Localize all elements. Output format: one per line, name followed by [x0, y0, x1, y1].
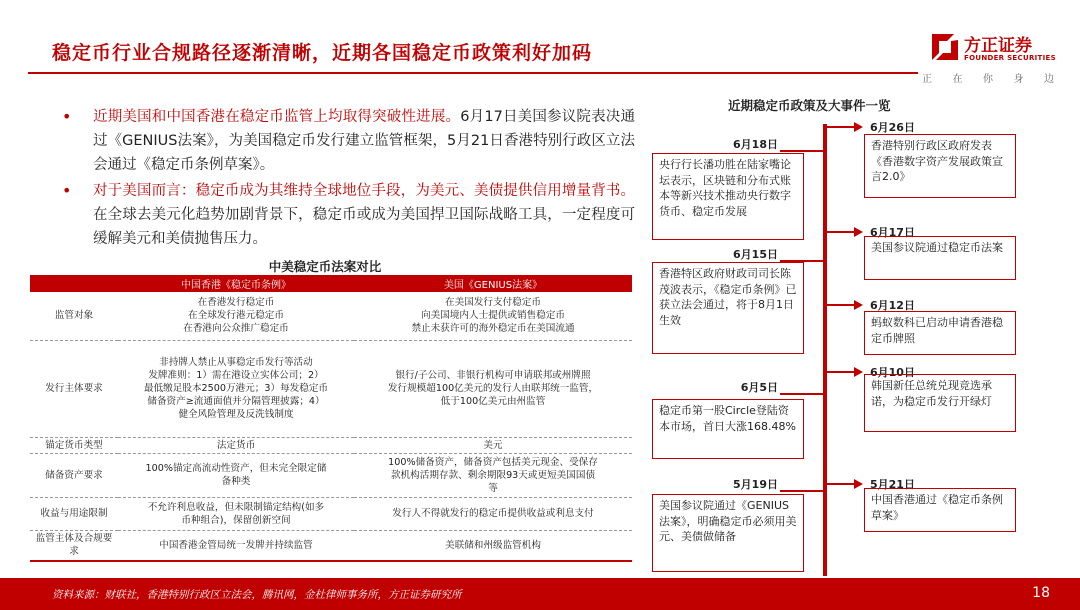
key-points: [60, 105, 635, 251]
cell-line: 银行/子公司、非银行机构可申请联邦或州牌照: [395, 370, 591, 381]
table-row: [30, 497, 632, 530]
table-row: [30, 292, 632, 340]
bullet-highlight: 对于美国而言：稳定币成为其维持全球地位手段，为美元、美债提供信用增量背书。: [93, 183, 635, 199]
cell-line: 等: [488, 482, 498, 494]
event-text: 稳定币第一股Circle登陆资本市场，首日大涨168.48%: [659, 404, 796, 433]
arrow-right-icon: [854, 367, 863, 377]
event-text: 中国香港通过《稳定币条例草案》: [871, 493, 1003, 522]
cell-line: 向美国境内人士提供或销售稳定币: [421, 310, 565, 322]
timeline-connector: [825, 126, 855, 128]
us-cell: [354, 437, 632, 453]
timeline-connector: [780, 490, 825, 492]
slogan-char: 在: [952, 74, 963, 85]
hk-cell: [118, 292, 354, 340]
cell-line: 美元: [483, 439, 503, 451]
event-date: 6月26日: [870, 121, 915, 134]
cell-line: 款机构活期存款、剩余期限93天或更短美国国债: [390, 469, 596, 481]
event-text: 美国参议院通过《GENIUS法案》，明确稳定币必须用美元、美债做储备: [659, 499, 797, 543]
event-text: 韩国新任总统兑现竞选承诺，为稳定币发行开绿灯: [871, 379, 992, 408]
row-label: 监管主体及合规要求: [30, 530, 118, 561]
timeline-title: 近期稳定币政策及大事件一览: [728, 98, 891, 113]
event-box: [864, 374, 1016, 432]
slogan-char: 正: [922, 74, 932, 85]
bullet-text: 6月17日美国参议院表决通过《GENIUS法案》，为美国稳定币发行建立监管框架，5月21日香港特别行政区立法会通过《稳定币条例草案》。: [93, 109, 635, 173]
table-row: [30, 530, 632, 561]
bullet-point: [60, 179, 635, 251]
event-text: 蚂蚁数科已启动申请香港稳定币牌照: [871, 316, 1003, 345]
comparison-table: [30, 275, 632, 562]
event-date: 6月18日: [733, 138, 778, 151]
us-cell: [354, 497, 632, 530]
timeline-connector: [780, 150, 825, 152]
event-box: [652, 153, 804, 240]
logo-name: 方正证券: [964, 36, 1032, 56]
event-date: 6月10日: [870, 366, 915, 379]
timeline-connector: [825, 231, 855, 233]
event-date: 6月12日: [870, 299, 915, 312]
event-box: [864, 488, 1016, 532]
source-note: 资料来源：财联社，香港特别行政区立法会，腾讯网，金杜律师事务所，方正证券研究所: [52, 589, 462, 601]
bullet-text: 在全球去美元化趋势加剧背景下，稳定币或成为美国捍卫国际战略工具，一定程度可缓解美元和美债抛售压力。: [93, 207, 635, 247]
logo-english-name: FOUNDER SECURITIES: [964, 54, 1056, 62]
timeline-connector: [825, 371, 855, 373]
cell-line: 发行人不得就发行的稳定币提供收益或利息支付: [392, 508, 594, 519]
cell-line: 非持牌人禁止从事稳定币发行等活动: [159, 357, 313, 368]
arrow-right-icon: [854, 300, 863, 310]
table-body: [30, 292, 632, 561]
arrow-right-icon: [854, 227, 863, 237]
event-text: 美国参议院通过稳定币法案: [871, 241, 1003, 254]
timeline-connector: [825, 483, 855, 485]
column-header: 美国《GENIUS法案》: [354, 275, 632, 292]
page-title: 稳定币行业合规路径逐渐清晰，近期各国稳定币政策利好加码: [52, 42, 593, 64]
cell-line: 不允许利息收益，但未限制锚定结构(如多: [147, 501, 325, 513]
slogan-char: 身: [1013, 74, 1024, 85]
us-cell: [354, 340, 632, 437]
event-date: 6月15日: [733, 248, 778, 261]
row-label: 锚定货币类型: [30, 437, 118, 453]
event-text: 香港特区政府财政司司长陈茂波表示，《稳定币条例》已获立法会通过，将于8月1日生效: [659, 267, 797, 327]
event-date: 5月21日: [870, 478, 915, 491]
founder-logo-icon: [930, 32, 960, 62]
cell-line: 在香港发行稳定币: [197, 297, 275, 309]
row-label: 发行主体要求: [30, 340, 118, 437]
arrow-right-icon: [854, 479, 863, 489]
hk-cell: [118, 437, 354, 453]
event-date: 6月5日: [740, 381, 778, 394]
table-row: [30, 437, 632, 453]
cell-line: 禁止未获许可的海外稳定币在美国流通: [411, 323, 575, 335]
slogan: [922, 70, 1054, 85]
table-row: [30, 453, 632, 497]
cell-line: 低于100亿美元由州监管: [440, 396, 546, 407]
cell-line: 在香港向公众推广稳定币: [183, 323, 289, 335]
bullet-point: [60, 105, 635, 177]
page-number: 18: [1032, 585, 1050, 601]
event-box: [864, 134, 1016, 198]
event-date: 6月17日: [870, 226, 915, 239]
slogan-char: 你: [983, 74, 993, 85]
cell-line: 备种类: [221, 476, 251, 487]
event-box: [652, 494, 804, 572]
cell-line: 在全球发行港元稳定币: [188, 310, 284, 322]
event-box: [864, 236, 1016, 280]
row-label: 收益与用途限制: [30, 497, 118, 530]
cell-line: 美联储和州级监管机构: [445, 539, 541, 551]
row-label: 储备资产要求: [30, 453, 118, 497]
table-title: 中美稳定币法案对比: [268, 259, 382, 274]
title-divider: [28, 72, 918, 74]
cell-line: 在美国发行支付稳定币: [445, 297, 541, 309]
row-label: 监管对象: [30, 292, 118, 340]
event-text: 香港特别行政区政府发表《香港数字资产发展政策宣言2.0》: [871, 139, 1003, 183]
hk-cell: [118, 453, 354, 497]
column-header: 中国香港《稳定币条例》: [118, 275, 354, 292]
us-cell: [354, 453, 632, 497]
us-cell: [354, 292, 632, 340]
timeline-connector: [825, 304, 855, 306]
timeline-connector: [780, 393, 825, 395]
cell-line: 发行规模超100亿美元的发行人由联邦统一监管，: [387, 383, 599, 394]
hk-cell: [118, 340, 354, 437]
cell-line: 中国香港金管局统一发牌并持续监管: [159, 539, 313, 551]
cell-line: 100%储备资产，储备资产包括美元现金、受保存: [388, 456, 598, 468]
cell-line: 法定货币: [216, 439, 256, 451]
hk-cell: [118, 497, 354, 530]
table-row: [30, 340, 632, 437]
cell-line: 储备资产≥流通面值并分隔管理披露；4）: [147, 396, 325, 407]
arrow-right-icon: [854, 122, 863, 132]
table-header-row: [30, 275, 632, 292]
timeline-axis: [823, 124, 827, 576]
event-date: 5月19日: [733, 478, 778, 491]
cell-line: 健全风险管理及反洗钱制度: [178, 409, 294, 420]
event-box: [652, 399, 804, 459]
bullet-dot-icon: •: [62, 107, 72, 126]
hk-cell: [118, 530, 354, 561]
cell-line: 发牌准则：1）需在港设立实体公司；2）: [148, 370, 324, 381]
event-text: 央行行长潘功胜在陆家嘴论坛表示，区块链和分布式账本等新兴技术推动央行数字货币、稳定币发展: [659, 158, 791, 218]
slogan-char: 边: [1044, 74, 1054, 85]
event-box: [864, 311, 1016, 355]
cell-line: 最低缴足股本2500万港元；3）每发稳定币: [143, 383, 329, 394]
us-cell: [354, 530, 632, 561]
event-box: [652, 262, 804, 354]
column-header: [30, 275, 118, 292]
bullet-highlight: 近期美国和中国香港在稳定币监管上均取得突破性进展。: [93, 109, 461, 125]
bullet-dot-icon: •: [62, 181, 72, 200]
cell-line: 币种组合)，保留创新空间: [181, 514, 291, 526]
cell-line: 100%锚定高流动性资产，但未完全限定储: [145, 463, 327, 474]
